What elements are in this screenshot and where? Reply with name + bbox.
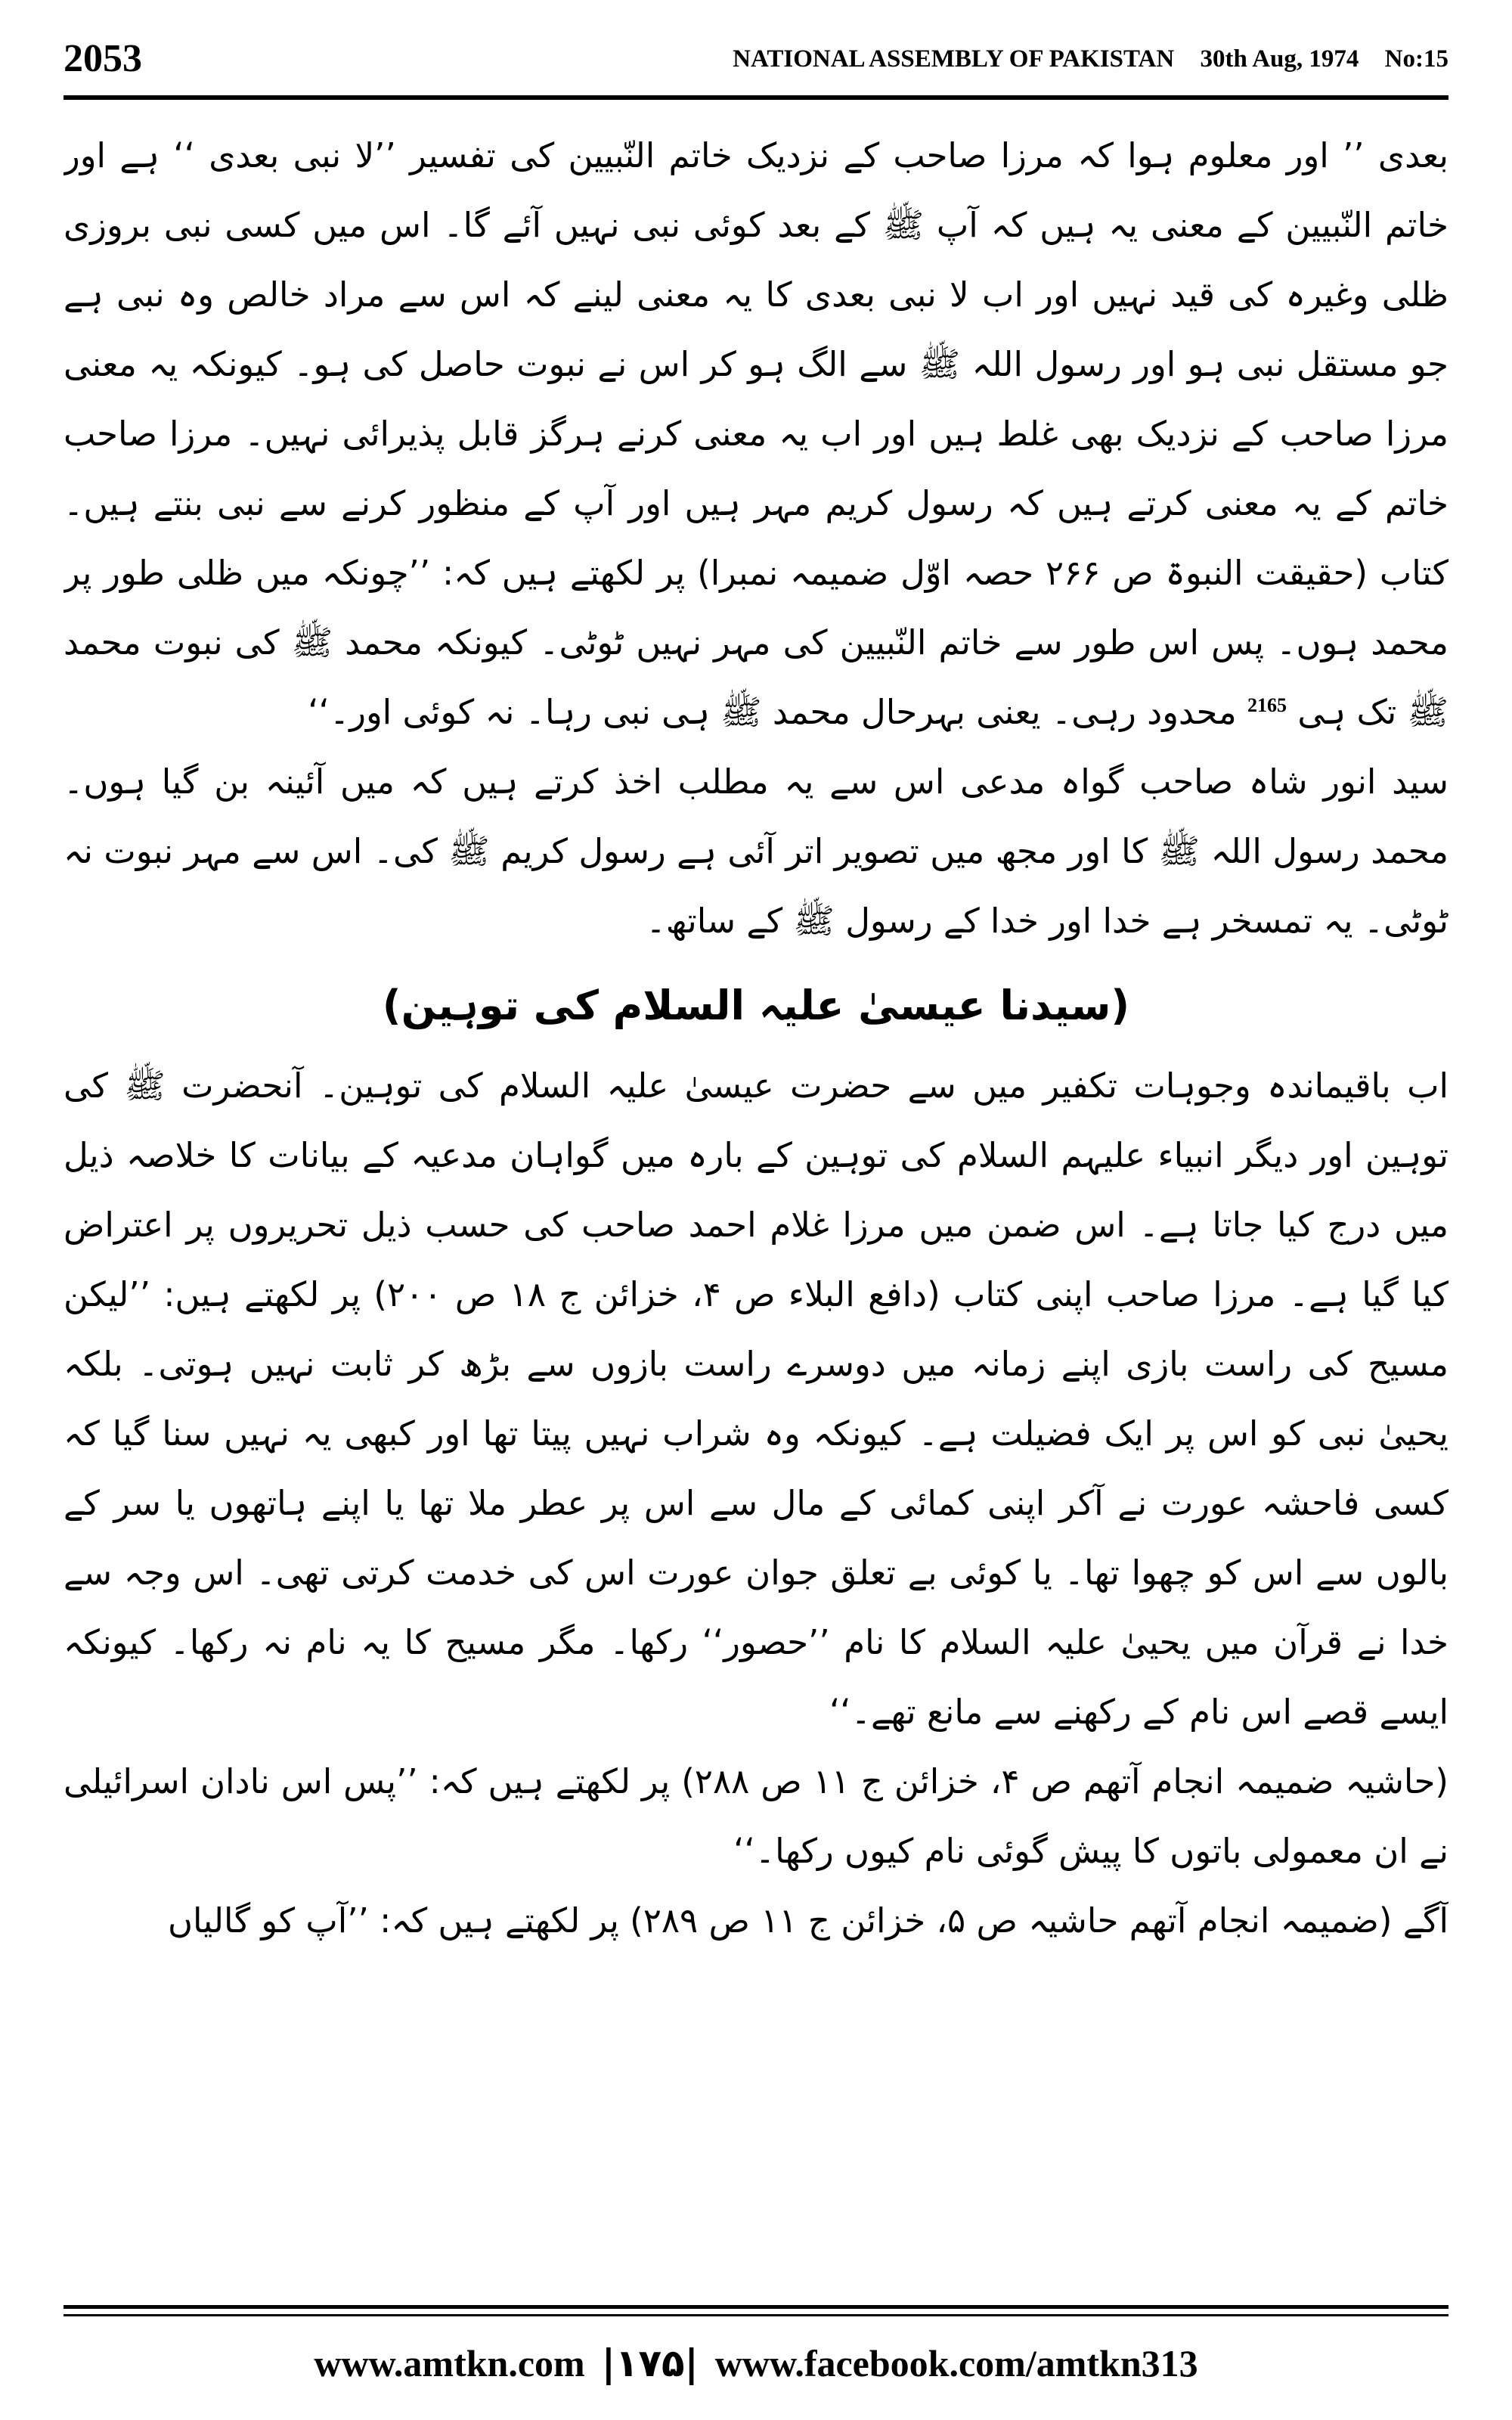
- footer-divider-thin: [64, 2314, 1448, 2316]
- document-body: [64, 121, 1448, 2261]
- paragraph-1-text: بعدی ’’ اور معلوم ہوا کہ مرزا صاحب کے نزدیک خاتم النّبیین کی تفسیر ’’لا نبی بعدی ‘‘ ہے اور خاتم النّبیین کے معنی یہ ہیں کہ آپ ﷺ کے بعد کوئی نبی نہیں آئے گا۔ اس میں کسی نبی بروزی ظلی وغیرہ کی قید نہیں اور اب لا نبی بعدی کا یہ معنی لینے کہ اس سے مراد خالص وہ نبی ہے جو مستقل نبی ہو اور رسول اللہ ﷺ سے الگ ہو کر اس نے نبوت حاصل کی ہو۔ کیونکہ یہ معنی مرزا صاحب کے نزدیک بھی غلط ہیں اور اب یہ معنی کرنے ہرگز قابل پذیرائی نہیں۔ مرزا صاحب خاتم کے یہ معنی کرتے ہیں کہ رسول کریم مہر ہیں اور آپ کے منظور کرنے سے نبی بنتے ہیں۔ کتاب (حقیقت النبوۃ ص ۲۶۶ حصہ اوّل ضمیمہ نمبرا) پر لکھتے ہیں کہ: ’’چونکہ میں ظلی طور پر محمد ہوں۔ پس اس طور سے خاتم النّبیین کی مہر نہیں ٹوٹی۔ کیونکہ محمد ﷺ کی نبوت محمد ﷺ تک ہی: [64, 135, 1448, 732]
- page-number: 2053: [64, 37, 142, 80]
- paragraph-1: [64, 121, 1448, 747]
- facebook-link[interactable]: www.facebook.com/amtkn313: [714, 2342, 1198, 2384]
- paragraph-3: اب باقیماندہ وجوہات تکفیر میں سے حضرت عیسیٰ علیہ السلام کی توہین۔ آنحضرت ﷺ کی توہین اور دیگر انبیاء علیہم السلام کی توہین کے بارہ میں گواہان مدعیہ کے بیانات کا خلاصہ ذیل میں درج کیا جاتا ہے۔ اس ضمن میں مرزا غلام احمد صاحب کی حسب ذیل تحریروں پر اعتراض کیا گیا ہے۔ مرزا صاحب اپنی کتاب (دافع البلاء ص ۴، خزائن ج ۱۸ ص ۲۰۰) پر لکھتے ہیں: ’’لیکن مسیح کی راست بازی اپنے زمانہ میں دوسرے راست بازوں سے بڑھ کر ثابت نہیں ہوتی۔ بلکہ یحییٰ نبی کو اس پر ایک فضیلت ہے۔ کیونکہ وہ شراب نہیں پیتا تھا اور کبھی یہ نہیں سنا گیا کہ کسی فاحشہ عورت نے آکر اپنی کمائی کے مال سے اس پر عطر ملا تھا یا اپنے ہاتھوں یا سر کے بالوں سے اس کو چھوا تھا۔ یا کوئی بے تعلق جوان عورت اس کی خدمت کرتی تھی۔ اس وجہ سے خدا نے قرآن میں یحییٰ علیہ السلام کا نام ’’حصور‘‘ رکھا۔ مگر مسیح کا یہ نام نہ رکھا۔ کیونکہ ایسے قصے اس نام کے رکھنے سے مانع تھے۔‘‘: [64, 1066, 1448, 1732]
- issue-number: No:15: [1384, 45, 1448, 73]
- page-footer: [64, 2329, 1448, 2397]
- page-header: [64, 29, 1448, 89]
- paragraph-1-end: محدود رہی۔ یعنی بہرحال محمد ﷺ ہی نبی رہا۔ نہ کوئی اور۔‘‘: [308, 692, 1237, 732]
- footnote-reference: 2165: [1247, 694, 1287, 716]
- header-divider: [64, 95, 1448, 100]
- footer-page-marker: |۱۷۵|: [601, 2341, 699, 2385]
- website-link[interactable]: www.amtkn.com: [314, 2342, 585, 2384]
- paragraph-5: آگے (ضمیمہ انجام آتھم حاشیہ ص ۵، خزائن ج ۱۱ ص ۲۸۹) پر لکھتے ہیں کہ: ’’آپ کو گالیاں: [167, 1900, 1448, 1941]
- footer-divider-thick: [64, 2305, 1448, 2309]
- session-date: 30th Aug, 1974: [1200, 45, 1359, 73]
- header-title-block: [713, 36, 1448, 82]
- paragraph-2: سید انور شاہ صاحب گواہ مدعی اس سے یہ مطلب اخذ کرتے ہیں کہ میں آئینہ بن گیا ہوں۔ محمد رسول اللہ ﷺ کا اور مجھ میں تصویر اتر آئی ہے رسول کریم ﷺ کی۔ اس سے مہر نبوت نہ ٹوٹی۔ یہ تمسخر ہے خدا اور خدا کے رسول ﷺ کے ساتھ۔: [64, 762, 1448, 941]
- section-heading: (سیدنا عیسیٰ علیہ السلام کی توہین): [382, 982, 1130, 1029]
- paragraph-4: (حاشیہ ضمیمہ انجام آتھم ص ۴، خزائن ج ۱۱ ص ۲۸۸) پر لکھتے ہیں کہ: ’’پس اس نادان اسرائیلی نے ان معمولی باتوں کا پیش گوئی نام کیوں رکھا۔‘‘: [64, 1761, 1448, 1871]
- assembly-title: NATIONAL ASSEMBLY OF PAKISTAN: [733, 45, 1175, 73]
